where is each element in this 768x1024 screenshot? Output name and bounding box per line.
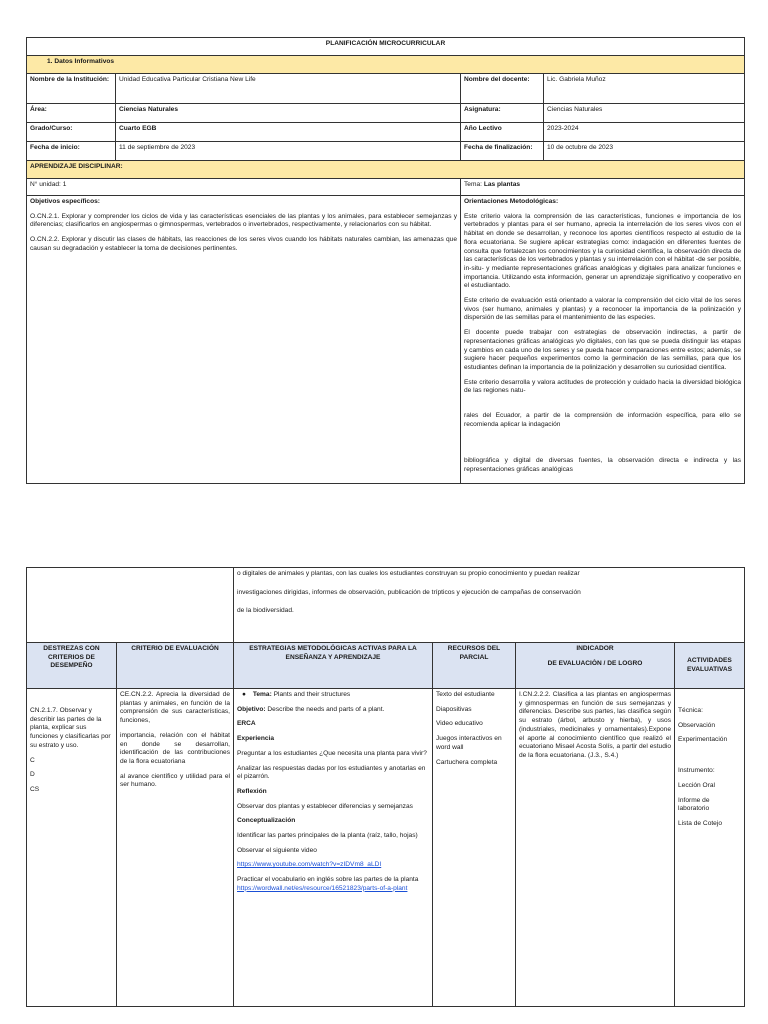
recurso-item: Diapositivas <box>436 705 472 713</box>
actividad-experimentacion: Experimentación <box>678 736 728 744</box>
actividad-instrumento: Instrumento: <box>678 767 715 775</box>
destreza-code-cs: CS <box>30 785 40 793</box>
orientacion-2: Este criterio de evaluación está orientado a valorar la comprensión del ciclo vital de los seres vivos (ser humano, animales y plantas) y a reconocer la importancia de la polinización y dispersión de las semillas para el mantenimiento de las especies. <box>464 297 742 322</box>
destreza-code-d: D <box>30 771 35 779</box>
destreza-code-c: C <box>30 756 35 764</box>
estrategia-tema <box>237 691 429 700</box>
conceptualizacion-3: Practicar el vocabulario en inglés sobre las partes de la planta <box>237 876 419 884</box>
actividad-lista-cotejo: Lista de Cotejo <box>678 819 722 827</box>
document-title: PLANIFICACIÓN MICROCURRICULAR <box>27 38 745 56</box>
planning-table-page1 <box>26 37 745 484</box>
recurso-item: Video educativo <box>436 720 483 728</box>
recursos-cell <box>433 689 516 1007</box>
tema-cell <box>461 179 745 196</box>
objetivo-2: O.CN.2.2. Explorar y discutir las clases de hábitats, las reacciones de los seres vivos cuando los hábitats naturales cambian, las amenazas que causan su degradación y establecer la toma de decisiones pertinentes. <box>30 236 457 252</box>
header-criterio: CRITERIO DE EVALUACIÓN <box>117 643 234 689</box>
orientaciones-cell <box>461 196 745 484</box>
section-aprendizaje: APRENDIZAJE DISCIPLINAR: <box>27 161 745 179</box>
value-fecha-inicio: 11 de septiembre de 2023 <box>116 142 461 161</box>
tema-value: Las plantas <box>483 181 521 188</box>
header-indicador <box>516 643 675 689</box>
erca-heading: ERCA <box>237 720 256 728</box>
actividad-tecnica: Técnica: <box>678 707 703 714</box>
header-recursos: RECURSOS DEL PARCIAL <box>433 643 516 689</box>
value-area: Ciencias Naturales <box>116 104 461 123</box>
value-fecha-fin: 10 de octubre de 2023 <box>544 142 745 161</box>
estrategias-cell <box>234 689 433 1007</box>
label-docente: Nombre del docente: <box>461 74 544 104</box>
criterio-3: al avance científico y utilidad para el ser humano. <box>120 772 230 789</box>
experiencia-1: Preguntar a los estudiantes ¿Que necesita una planta para vivir? <box>237 749 427 757</box>
objetivo-1: O.CN.2.1. Explorar y comprender los ciclos de vida y las características esenciales de las plantas y los animales, para establecer semejanzas y diferencias; clasificarlos en angiospermas o gimnospermas, vertebrados o invertebrados, respectivamente, y relacionarlos con su hábitat. <box>30 212 457 229</box>
recurso-item: Texto del estudiante <box>436 691 495 698</box>
continuation-1: o digitales de animales y plantas, con las cuales los estudiantes construyan su propio conocimiento y puedan realizar <box>237 570 580 577</box>
destreza-text: CN.2.1.7. Observar y describir las partes de la planta, explicar sus funciones y clasificarlas por su estrato y uso. <box>30 707 111 749</box>
label-fecha-inicio: Fecha de inicio: <box>27 142 116 161</box>
orientacion-6: bibliográfica y digital de diversas fuentes, la observación directa e indirecta y las representaciones gráficas analógicas <box>464 457 742 474</box>
planning-table-page2 <box>26 567 745 1007</box>
continuation-2: investigaciones dirigidas, informes de observación, publicación de trípticos y ejecución de campañas de conservación <box>237 588 581 596</box>
bullet-icon: ● <box>242 691 246 698</box>
section-datos-informativos: 1. Datos Informativos <box>27 56 745 74</box>
recurso-item: Juegos interactivos en word wall <box>436 735 502 751</box>
label-grado: Grado/Curso: <box>27 123 116 142</box>
value-docente: Lic. Gabriela Muñoz <box>544 74 745 104</box>
orientacion-5: rales del Ecuador, a partir de la comprensión de información específica, para ello se recomienda aplicar la indagación <box>464 412 742 428</box>
actividad-observacion: Observación <box>678 721 716 729</box>
estrategia-objetivo-label: Objetivo: <box>237 705 266 713</box>
conceptualizacion-1: Identificar las partes principales de la planta (raíz, tallo, hojas) <box>237 832 418 840</box>
value-ano-lectivo: 2023-2024 <box>544 123 745 142</box>
estrategia-tema-label: Tema: <box>252 691 272 698</box>
orientaciones-title: Orientaciones Metodológicas: <box>464 198 559 205</box>
conceptualizacion-heading: Conceptualización <box>237 817 296 825</box>
estrategia-tema-value: Plants and their structures <box>273 691 351 698</box>
unidad-number: N° unidad: 1 <box>27 179 461 196</box>
estrategia-objetivo-value: Describe the needs and parts of a plant. <box>267 705 385 713</box>
value-grado: Cuarto EGB <box>116 123 461 142</box>
recurso-item: Cartuchera completa <box>436 758 498 766</box>
label-asignatura: Asignatura: <box>461 104 544 123</box>
estrategia-objetivo <box>237 706 429 715</box>
header-indicador-line2: DE EVALUACIÒN / DE LOGRO <box>547 659 643 667</box>
reflexion-1: Observar dos plantas y establecer diferencias y semejanzas <box>237 802 413 810</box>
header-estrategias: ESTRATEGIAS METODOLÓGICAS ACTIVAS PARA LA ENSEÑANZA Y APRENDIZAJE <box>234 643 433 689</box>
criterio-2: importancia, relación con el hábitat en donde se desarrollan, identificación de las contribuciones de la flora ecuatoriana <box>120 731 230 765</box>
orientacion-1: Este criterio valora la comprensión de las características, funciones e importancia de los vertebrados y plantas para el ser humano, aprecia la interrelación de los seres vivos con el hábitat en donde se desarrollan, y reconoce los aportes científicos respecto al estudio de la flora ecuatoriana. Se sugiere aplicar estrategias como: indagación en diferentes fuentes de consulta que fortalezcan los conocimientos y la curiosidad científica, la observación directa de las características de los vertebrados y plantas y su interrelación con el hábitat -de ser posible, in-situ- y mediante representaciones gráficas analógicas y digitales para analizar funciones e importancia. Utilizando esta información, generar un aprendizaje significativo y cooperativo en el estudiantado. <box>464 212 742 290</box>
destreza-cell <box>27 689 117 1007</box>
objetivos-title: Objetivos específicos: <box>30 198 100 205</box>
label-ano-lectivo: Año Lectivo <box>461 123 544 142</box>
header-destrezas: DESTREZAS CON CRITERIOS DE DESEMPEÑO <box>27 643 117 689</box>
reflexion-heading: Reflexión <box>237 787 267 795</box>
header-indicador-line1: INDICADOR <box>576 645 614 652</box>
wordwall-link[interactable]: https://wordwall.net/es/resource/16521823/parts-of-a-plant <box>237 884 408 892</box>
value-institucion: Unidad Educativa Particular Cristiana New Life <box>116 74 461 104</box>
criterio-cell <box>117 689 234 1007</box>
label-area: Área: <box>27 104 116 123</box>
experiencia-heading: Experiencia <box>237 735 275 743</box>
youtube-link[interactable]: https://www.youtube.com/watch?v=zIDVm8_aLDI <box>237 861 382 869</box>
label-institucion: Nombre de la Institución: <box>27 74 116 104</box>
indicador-cell: I.CN.2.2.2. Clasifica a las plantas en angiospermas y gimnospermas en función de sus semejanzas y diferencias. Describe sus partes, las clasifica según su estrato (árbol, arbusto y hierba), y usos (industriales, medicinales y ornamentales).Expone el aporte al conocimiento científico que realizó el ecuatoriano Misael Acosta Solís, a partir del estudio de la flora ecuatoriana. (J.3., S.4.) <box>516 689 675 1007</box>
orientacion-4: Este criterio desarrolla y valora actitudes de protección y cuidado hacia la diversidad biológica de las regiones natu- <box>464 378 742 395</box>
tema-label: Tema: <box>464 181 482 188</box>
continuation-3: de la biodiversidad. <box>237 607 294 615</box>
actividad-informe: Informe de laboratorio <box>678 796 710 813</box>
experiencia-2: Analizar las respuestas dadas por los estudiantes y anotarlas en el pizarrón. <box>237 764 426 781</box>
value-asignatura: Ciencias Naturales <box>544 104 745 123</box>
conceptualizacion-2: Observar el siguiente video <box>237 846 317 854</box>
header-actividades: ACTIVIDADES EVALUATIVAS <box>675 643 745 689</box>
criterio-1: CE.CN.2.2. Aprecia la diversidad de plantas y animales, en función de la comprensión de sus características, funciones, <box>120 691 230 725</box>
orientacion-3: El docente puede trabajar con estrategias de observación indirectas, a partir de representaciones gráficas analógicas y/o digitales, con las que se pueda distinguir las etapas y cambios en cada uno de los seres y se pueda hacer comparaciones entre estos; además, se sugiere hacer pequeños experimentos como la germinación de las semillas, para que los estudiantes definan la importancia de la polinización y desarrollen su curiosidad científica. <box>464 329 742 371</box>
objetivos-cell <box>27 196 461 484</box>
orientaciones-continuation <box>234 568 745 643</box>
actividades-cell <box>675 689 745 1007</box>
label-fecha-fin: Fecha de finalización: <box>461 142 544 161</box>
continuation-blank-cell <box>27 568 234 643</box>
actividad-leccion-oral: Lección Oral <box>678 781 716 789</box>
